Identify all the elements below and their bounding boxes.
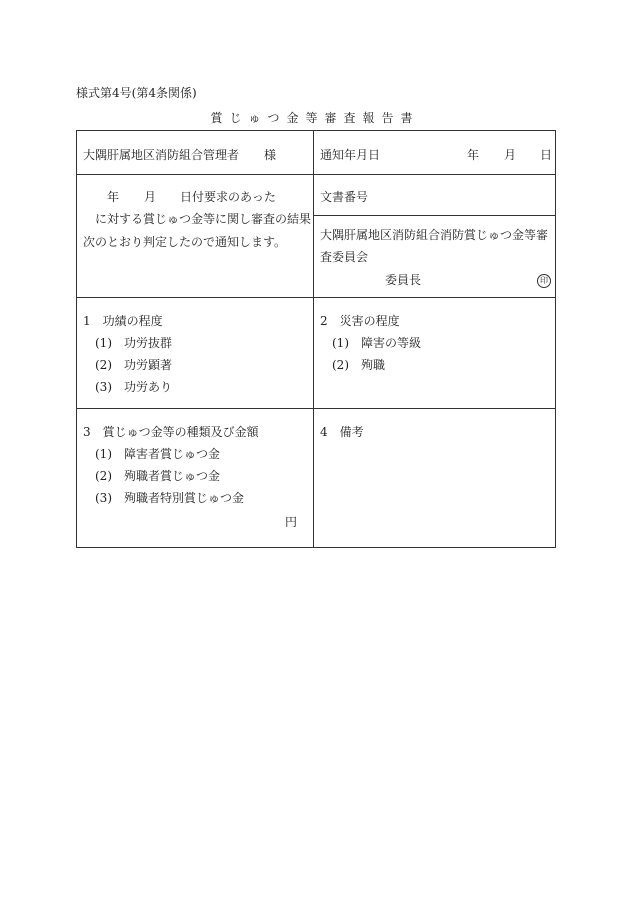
- section-3-item: (2) 殉職者賞じゅつ金: [95, 469, 220, 483]
- section-2-heading: 2 災害の程度: [320, 314, 400, 328]
- request-date-text: 日付要求のあった: [180, 190, 276, 204]
- column-divider: [313, 131, 314, 547]
- notice-date-label: 通知年月日: [320, 148, 381, 162]
- section-2-item: (1) 障害の等級: [332, 336, 421, 350]
- section-3-heading: 3 賞じゅつ金等の種類及び金額: [83, 425, 259, 439]
- request-year: 年: [107, 190, 120, 204]
- document-title: 賞じゅつ金等審査報告書: [210, 111, 420, 125]
- section-1-item: (3) 功労あり: [95, 380, 172, 394]
- section-4-heading: 4 備考: [320, 425, 364, 439]
- request-month: 月: [144, 190, 157, 204]
- report-form-table: [76, 130, 556, 548]
- row-divider-docnum: [314, 215, 555, 216]
- addressee-name: 大隅肝属地区消防組合管理者: [83, 148, 240, 162]
- addressee-honorific: 様: [264, 148, 277, 162]
- amount-currency-unit: 円: [285, 515, 298, 529]
- notice-date-year: 年: [467, 148, 480, 162]
- form-number: 様式第4号(第4条関係): [76, 86, 197, 100]
- document-number-label: 文書番号: [320, 190, 369, 204]
- committee-chair: 委員長: [385, 273, 422, 287]
- seal-mark: 印: [537, 274, 551, 288]
- committee-name-line-2: 査委員会: [320, 250, 369, 264]
- section-1-item: (2) 功労顕著: [95, 358, 172, 372]
- request-line-3: 次のとおり判定したので通知します。: [83, 235, 287, 249]
- row-divider-3: [77, 408, 555, 409]
- section-3-item: (3) 殉職者特別賞じゅつ金: [95, 491, 244, 505]
- committee-name-line-1: 大隅肝属地区消防組合消防賞じゅつ金等審: [320, 228, 549, 242]
- request-line-2: に対する賞じゅつ金等に関し審査の結果: [95, 212, 312, 226]
- notice-date-day: 日: [540, 148, 553, 162]
- section-3-item: (1) 障害者賞じゅつ金: [95, 447, 220, 461]
- section-1-item: (1) 功労抜群: [95, 336, 172, 350]
- row-divider-2: [77, 297, 555, 298]
- section-1-heading: 1 功績の程度: [83, 314, 163, 328]
- notice-date-month: 月: [504, 148, 517, 162]
- section-2-item: (2) 殉職: [332, 358, 385, 372]
- row-divider-1: [77, 174, 555, 175]
